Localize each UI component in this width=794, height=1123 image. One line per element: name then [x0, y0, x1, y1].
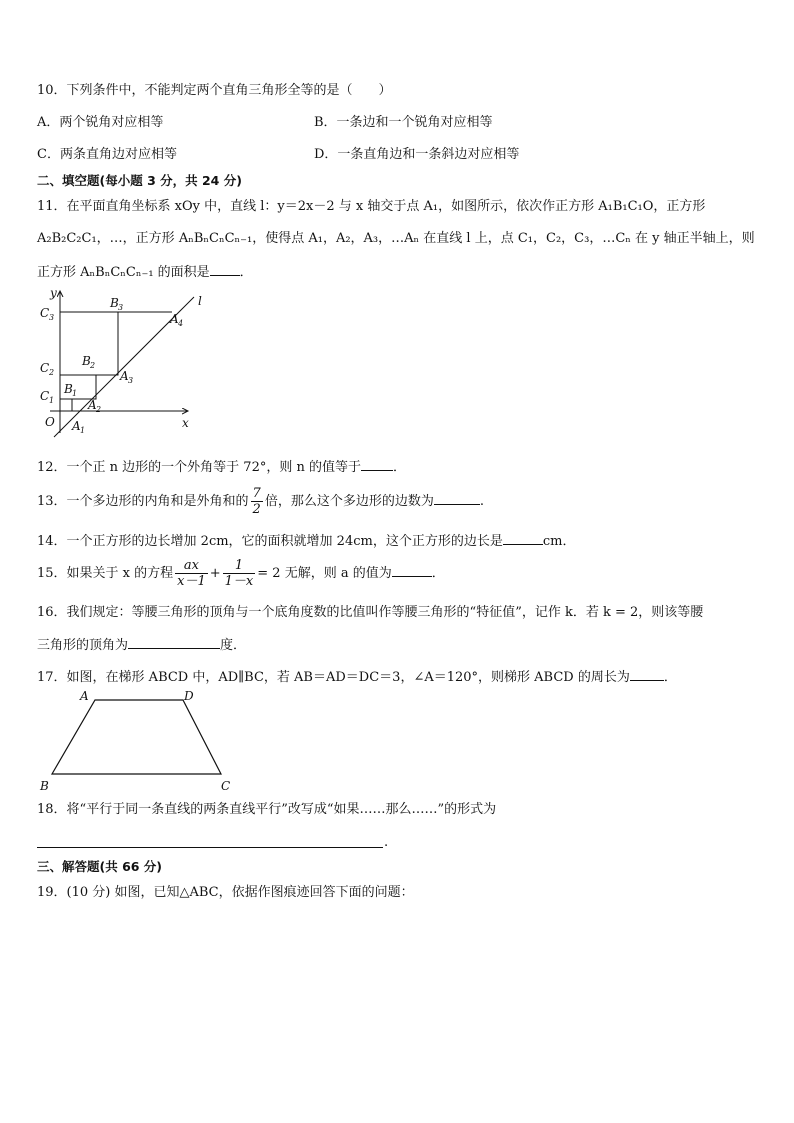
section-3-heading: 三、解答题(共 66 分)	[37, 859, 163, 874]
q18-end: .	[384, 835, 389, 850]
q15-answer-blank[interactable]	[392, 563, 432, 577]
q11-answer-blank[interactable]	[210, 262, 240, 276]
svg-text:1: 1	[72, 389, 78, 398]
q10-option-a: A．两个锐角对应相等	[37, 115, 164, 130]
q13-end: .	[479, 494, 484, 509]
q10-option-c: C．两条直角边对应相等	[37, 147, 177, 162]
label-b3: B	[110, 296, 119, 310]
label-a: A	[80, 689, 89, 703]
q15-post: = 2 无解，则 a 的值为	[257, 566, 392, 581]
q13-answer-blank[interactable]	[434, 491, 480, 505]
q17-answer-blank[interactable]	[630, 667, 664, 681]
svg-text:3: 3	[49, 313, 55, 322]
q15-f1-num: ax	[175, 558, 208, 574]
svg-text:3: 3	[118, 303, 124, 312]
q12-answer-blank[interactable]	[361, 457, 393, 471]
q17-end: ．	[663, 670, 677, 685]
q13-frac-den: 2	[252, 502, 261, 517]
question-16-line-2	[37, 635, 246, 655]
q15-pre: 15．如果关于 x 的方程	[37, 566, 174, 581]
question-18: 18．将“平行于同一条直线的两条直线平行”改写成“如果……那么……”的形式为	[37, 802, 497, 817]
q14-text: 14．一个正方形的边长增加 2cm，它的面积就增加 24cm，这个正方形的边长是	[37, 534, 503, 549]
q15-plus: +	[209, 566, 221, 581]
label-b2: B	[82, 354, 91, 368]
q13-frac-num: 7	[252, 486, 261, 501]
question-19: 19．(10 分) 如图，已知△ABC，依据作图痕迹回答下面的问题：	[37, 885, 414, 900]
question-17	[37, 667, 677, 687]
label-a1: A	[72, 419, 81, 433]
label-a3: A	[120, 369, 129, 383]
q15-f1-den: x－1	[177, 574, 206, 589]
q14-end: cm．	[542, 534, 576, 549]
q11-line3-end: ．	[239, 265, 253, 280]
x-axis-label: x	[182, 416, 189, 430]
q12-text: 12．一个正 n 边形的一个外角等于 72°，则 n 的值等于	[37, 460, 361, 475]
svg-text:1: 1	[80, 426, 86, 435]
trapezoid-abcd	[52, 700, 221, 774]
question-14	[37, 531, 575, 551]
question-11-line-2: A₂B₂C₂C₁，…，正方形 AₙBₙCₙCₙ₋₁，使得点 A₁，A₂，A₃，…Aₙ 在直线 l 上，点 C₁，C₂，C₃，…Cₙ 在 y 轴正半轴上，则	[37, 231, 755, 246]
q18-answer-line[interactable]	[37, 847, 383, 848]
q12-end: ．	[393, 460, 407, 475]
origin-label: O	[45, 415, 55, 429]
svg-text:2: 2	[90, 361, 96, 370]
question-16-line-1: 16．我们规定：等腰三角形的顶角与一个底角度数的比值叫作等腰三角形的“特征值”，记作 k．若 k = 2，则该等腰	[37, 605, 704, 620]
q15-fraction-1	[175, 558, 208, 589]
q15-f2-den: 1－x	[224, 574, 254, 589]
question-11-line-3	[37, 262, 253, 282]
question-15	[37, 556, 445, 592]
label-b: B	[40, 779, 49, 793]
label-c3: C	[40, 306, 50, 320]
q11-line3-text: 正方形 AₙBₙCₙCₙ₋₁ 的面积是	[37, 265, 210, 280]
label-c2: C	[40, 361, 50, 375]
svg-text:2: 2	[96, 405, 102, 414]
q11-squares-figure	[36, 285, 236, 440]
section-2-heading: 二、填空题(每小题 3 分，共 24 分)	[37, 173, 242, 188]
q10-option-d: D．一条直角边和一条斜边对应相等	[314, 147, 520, 162]
q16-line2-text: 三角形的顶角为	[37, 638, 129, 653]
svg-text:2: 2	[49, 368, 55, 377]
q14-answer-blank[interactable]	[503, 531, 543, 545]
q13-fraction	[251, 486, 263, 517]
svg-text:3: 3	[128, 376, 134, 385]
question-11-line-1: 11．在平面直角坐标系 xOy 中，直线 l：y＝2x－2 与 x 轴交于点 A₁，如图所示，依次作正方形 A₁B₁C₁O，正方形	[37, 199, 706, 214]
square-1	[60, 399, 72, 411]
q16-answer-blank[interactable]	[128, 635, 220, 649]
label-a2: A	[88, 398, 97, 412]
question-12	[37, 457, 406, 477]
q16-line2-end: 度．	[220, 638, 247, 653]
label-a4: A	[170, 312, 179, 326]
q10-option-b: B．一条边和一个锐角对应相等	[314, 115, 493, 130]
label-d: D	[184, 689, 194, 703]
q13-post: 倍，那么这个多边形的边数为	[264, 494, 434, 509]
line-l-label: l	[198, 294, 202, 308]
q17-text: 17．如图，在梯形 ABCD 中，AD∥BC，若 AB＝AD＝DC＝3，∠A＝120°，则梯形 ABCD 的周长为	[37, 670, 630, 685]
q15-fraction-2	[223, 558, 256, 589]
label-b1: B	[64, 382, 73, 396]
label-c1: C	[40, 389, 50, 403]
svg-text:1: 1	[49, 396, 55, 405]
question-13	[37, 484, 484, 520]
q15-f2-num: 1	[223, 558, 256, 574]
y-axis-label: y	[50, 286, 57, 300]
question-10-stem: 10．下列条件中，不能判定两个直角三角形全等的是（ ）	[37, 83, 392, 98]
label-c: C	[221, 779, 231, 793]
q15-end: ．	[431, 566, 445, 581]
svg-text:4: 4	[178, 319, 184, 328]
q13-pre: 13．一个多边形的内角和是外角和的	[37, 494, 249, 509]
q17-trapezoid-figure	[36, 688, 246, 796]
